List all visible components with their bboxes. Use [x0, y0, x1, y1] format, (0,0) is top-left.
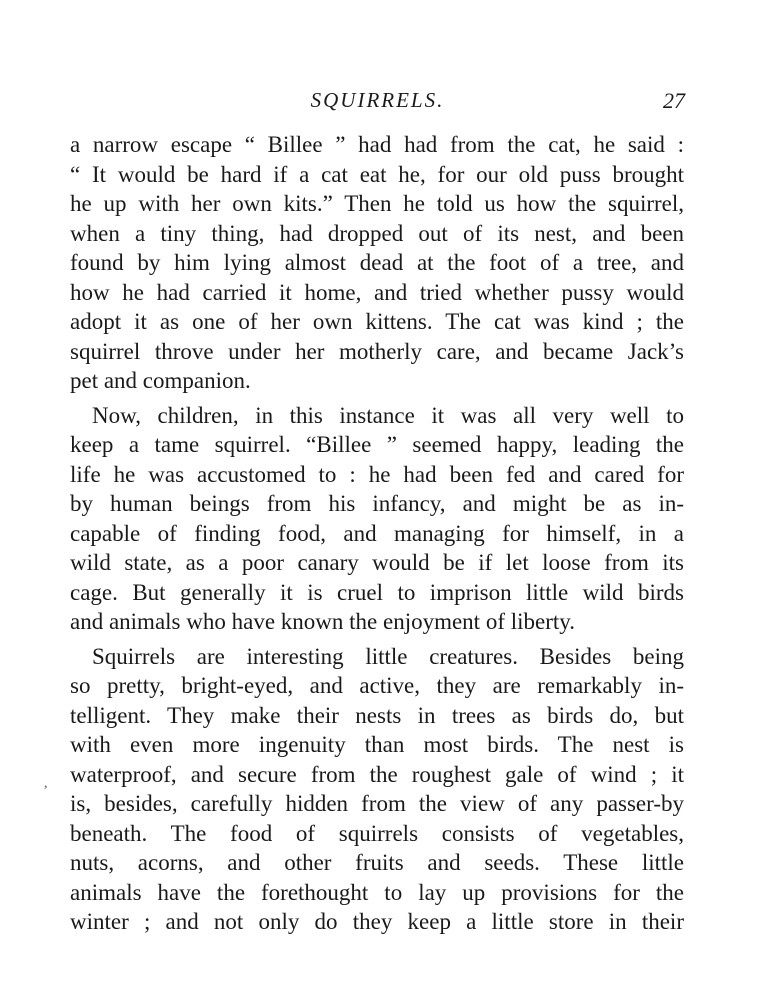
text-line: telligent. They make their nests in trees as birds do, but [70, 702, 684, 728]
text-line: found by him lying almost dead at the foot of a tree, and [70, 250, 684, 275]
text-line: capable of finding food, and managing for himself, in a [70, 520, 684, 546]
text-line: beneath. The food of squirrels consists of vegetables, [70, 820, 684, 846]
running-title: SQUIRRELS. [310, 88, 445, 112]
text-line: Now, children, in this instance it was all very well to [92, 402, 684, 428]
text-line: when a tiny thing, had dropped out of its nest, and been [70, 220, 684, 246]
text-line: keep a tame squirrel. “Billee ” seemed happy, leading the [70, 432, 684, 457]
page-number: 27 [663, 88, 685, 113]
text-line: pet and companion. [70, 368, 251, 393]
paragraph-1 [70, 130, 684, 396]
text-line: with even more ingenuity than most birds. The nest is [70, 732, 684, 757]
text-line: how he had carried it home, and tried whether pussy would [70, 279, 684, 305]
paragraph-2 [70, 401, 684, 637]
text-line: wild state, as a poor canary would be if let loose from its [70, 550, 684, 575]
text-line: by human beings from his infancy, and might be as in- [70, 491, 684, 516]
text-line: winter ; and not only do they keep a little store in their [70, 909, 684, 934]
text-line: is, besides, carefully hidden from the view of any passer-by [70, 791, 684, 816]
text-line: “ It would be hard if a cat eat he, for our old puss brought [70, 161, 684, 187]
text-line: life he was accustomed to : he had been fed and cared for [70, 461, 684, 487]
text-line: cage. But generally it is cruel to imprison little wild birds [70, 579, 684, 605]
text-line: waterproof, and secure from the roughest gale of wind ; it [70, 761, 684, 787]
text-line: so pretty, bright-eyed, and active, they are remarkably in- [70, 673, 684, 698]
text-line: adopt it as one of her own kittens. The cat was kind ; the [70, 309, 684, 334]
text-line: a narrow escape “ Billee ” had had from the cat, he said : [70, 132, 684, 157]
text-line: and animals who have known the enjoyment of liberty. [70, 609, 576, 634]
paragraph-3 [70, 642, 684, 937]
text-line: he up with her own kits.” Then he told us how the squirrel, [70, 191, 684, 216]
text-line: squirrel throve under her motherly care, and became Jack’s [70, 338, 684, 364]
running-head [70, 88, 685, 118]
margin-mark: , [44, 776, 48, 791]
text-line: animals have the forethought to lay up provisions for the [70, 879, 684, 905]
text-line: nuts, acorns, and other fruits and seeds. These little [70, 850, 684, 875]
body-text [70, 130, 684, 942]
text-line: Squirrels are interesting little creatures. Besides being [92, 643, 684, 669]
